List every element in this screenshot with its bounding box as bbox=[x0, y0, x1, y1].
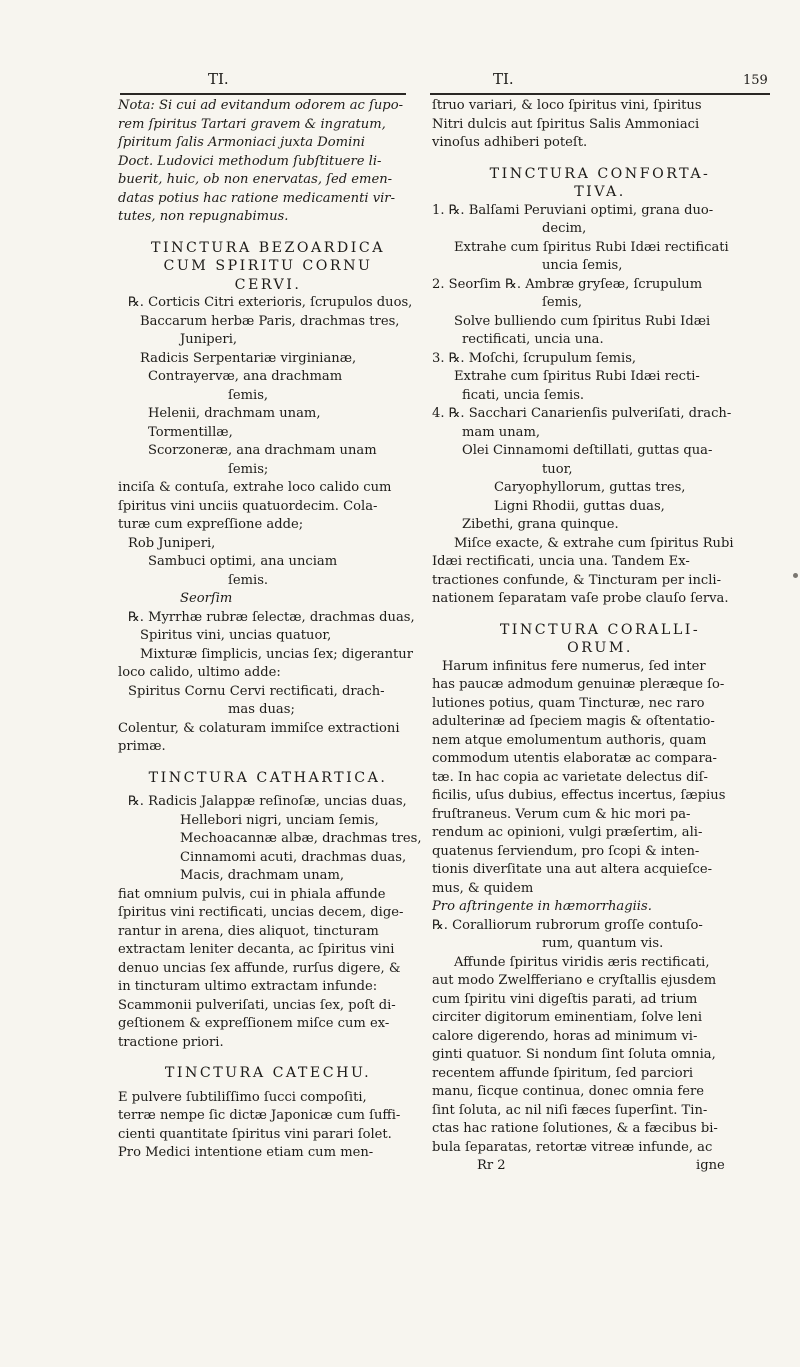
text-line: ℞. Myrrhæ rubræ ſelectæ, drachmas duas, bbox=[128, 609, 415, 625]
text-line: Olei Cinnamomi deſtillati, guttas qua- bbox=[462, 443, 713, 458]
text-line: tractione priori. bbox=[118, 1034, 224, 1050]
section-heading: CERVI. bbox=[234, 276, 302, 293]
text-line: primæ. bbox=[118, 739, 166, 754]
text-line: inciſa & contuſa, extrahe loco calido cum bbox=[118, 480, 392, 495]
text-line: fiat omnium pulvis, cui in phiala affunde bbox=[118, 886, 386, 902]
text-line: circiter digitorum eminentiam, ſolve leni bbox=[432, 1010, 703, 1025]
text-line: quatenus ſerviendum, pro ſcopi & inten- bbox=[432, 843, 700, 859]
section-heading: TINCTURA CORALLI- bbox=[499, 621, 701, 638]
text-line: mas duas; bbox=[228, 702, 295, 717]
spacer bbox=[118, 1052, 418, 1064]
text-line: 2. Seorſim ℞. Ambræ gryſeæ, ſcrupulum bbox=[432, 276, 703, 292]
text-line: buerit, huic, ob non enervatas, ſed emen- bbox=[118, 172, 393, 187]
text-line: 3. ℞. Moſchi, ſcrupulum ſemis, bbox=[432, 350, 637, 366]
text-line: Miſce exacte, & extrahe cum ſpiritus Rubi bbox=[454, 535, 734, 551]
page-footer bbox=[432, 1157, 768, 1176]
page-number: 159 bbox=[743, 73, 768, 88]
text-line: mam unam, bbox=[462, 424, 541, 440]
text-line: Scammonii pulveriſati, uncias ſex, poſt di- bbox=[118, 997, 396, 1013]
text-line: Spiritus vini, uncias quatuor, bbox=[140, 628, 332, 643]
section-heading: TINCTURA CATHARTICA. bbox=[148, 769, 388, 786]
left-column bbox=[118, 97, 422, 1163]
text-line: decim, bbox=[542, 221, 587, 236]
text-line: ſpiritus vini rectificati, uncias decem, dige- bbox=[118, 905, 404, 920]
text-line: recentem affunde ſpiritum, ſed parciori bbox=[432, 1065, 694, 1081]
text-line: Juniperi, bbox=[180, 332, 238, 347]
text-line: Pro aſtringente in hæmorrhagiis. bbox=[432, 899, 652, 914]
running-head-center: TI. bbox=[493, 70, 514, 88]
text-line: ſemis; bbox=[228, 461, 269, 477]
section-heading: TINCTURA BEZOARDICA bbox=[151, 239, 385, 256]
text-line: mus, & quidem bbox=[432, 880, 534, 896]
text-line: ℞. Radicis Jalappæ reſinoſæ, uncias duas, bbox=[128, 794, 407, 809]
text-line: tutes, non repugnabimus. bbox=[118, 209, 289, 224]
text-line: 1. ℞. Balſami Peruviani optimi, grana duo- bbox=[432, 202, 714, 218]
header-rule-right bbox=[430, 93, 770, 95]
text-line: Ligni Rhodii, guttas duas, bbox=[494, 498, 665, 514]
text-line: in tincturam ultimo extractam infunde: bbox=[118, 979, 378, 994]
text-line: ſpiritum ſalis Armoniaci juxta Domini bbox=[118, 135, 365, 150]
text-line: tionis diverſitate una aut altera acquieſce- bbox=[432, 862, 713, 877]
text-line: fruſtraneus. Verum cum & hic mori pa- bbox=[432, 806, 691, 822]
text-line: ficilis, uſus dubius, effectus incertus, ſæpius bbox=[432, 788, 726, 803]
text-line: E pulvere ſubtiliſſimo ſucci compoſiti, bbox=[118, 1089, 367, 1105]
text-line: vinoſus adhiberi poteſt. bbox=[432, 135, 588, 150]
text-line: ſemis, bbox=[228, 387, 269, 403]
text-line: bula ſeparatas, retortæ vitreæ infunde, ac bbox=[432, 1139, 713, 1155]
text-line: rum, quantum vis. bbox=[542, 936, 664, 951]
text-line: ſtruo variari, & loco ſpiritus vini, ſpiritus bbox=[432, 98, 702, 113]
catchword: igne bbox=[696, 1158, 725, 1173]
text-line: ginti quatuor. Si nondum ſint ſoluta omnia, bbox=[432, 1047, 716, 1062]
text-line: Cinnamomi acuti, drachmas duas, bbox=[180, 849, 407, 865]
text-line: ctas hac ratione ſolutiones, & a fæcibus bi- bbox=[432, 1121, 718, 1136]
text-line: tuor, bbox=[542, 461, 573, 477]
text-line: denuo uncias ſex affunde, rurſus digere, & bbox=[118, 960, 401, 976]
text-line: rantur in arena, dies aliquot, tincturam bbox=[118, 923, 379, 939]
text-line: ſemis. bbox=[228, 572, 269, 588]
text-line: rectificati, uncia una. bbox=[462, 332, 604, 347]
text-line: tractiones confunde, & Tincturam per incli- bbox=[432, 572, 722, 588]
text-line: has paucæ admodum genuinæ pleræque ſo- bbox=[432, 677, 725, 692]
section-heading: TIVA. bbox=[574, 184, 626, 200]
text-line: 4. ℞. Sacchari Canarienſis pulveriſati, drach- bbox=[432, 406, 732, 421]
text-line: Sambuci optimi, ana unciam bbox=[148, 554, 338, 569]
text-line: Contrayervæ, ana drachmam bbox=[148, 369, 343, 384]
text-line: ſint ſoluta, ac nil niſi fæces ſuperſint. Tin- bbox=[432, 1102, 708, 1118]
text-line: calore digerendo, horas ad minimum vi- bbox=[432, 1028, 698, 1044]
text-line: turæ cum expreſſione adde; bbox=[118, 517, 304, 532]
running-head-left: TI. bbox=[208, 70, 229, 88]
text-line: ℞. Coralliorum rubrorum groſſe contuſo- bbox=[432, 917, 703, 933]
spacer bbox=[118, 757, 418, 769]
text-line: commodum utentis elaboratæ ac compara- bbox=[432, 751, 717, 766]
text-line: Helenii, drachmam unam, bbox=[148, 406, 321, 421]
spacer bbox=[432, 153, 768, 165]
text-line: Pro Medici intentione etiam cum men- bbox=[118, 1145, 374, 1160]
section-heading: TINCTURA CATECHU. bbox=[164, 1065, 372, 1081]
text-line: uncia ſemis, bbox=[542, 258, 623, 273]
text-line: Baccarum herbæ Paris, drachmas tres, bbox=[140, 313, 400, 329]
text-line: Extrahe cum ſpiritus Rubi Idæi recti- bbox=[454, 369, 700, 384]
text-line: Scorzoneræ, ana drachmam unam bbox=[148, 443, 377, 458]
text-line: extractam leniter decanta, ac ſpiritus vini bbox=[118, 942, 395, 957]
text-line: manu, ſicque continua, donec omnia fere bbox=[432, 1084, 705, 1099]
text-line: Mechoacannæ albæ, drachmas tres, bbox=[180, 831, 422, 846]
text-line: nationem ſeparatam vaſe probe clauſo ſerva. bbox=[432, 591, 729, 606]
text-line: Harum infinitus fere numerus, ſed inter bbox=[442, 658, 706, 674]
text-line: ſemis, bbox=[542, 295, 583, 310]
text-line: ſpiritus vini unciis quatuordecim. Cola- bbox=[118, 498, 378, 514]
text-line: geſtionem & expreſſionem miſce cum ex- bbox=[118, 1016, 390, 1031]
text-line: cienti quantitate ſpiritus vini parari ſolet. bbox=[118, 1126, 392, 1142]
text-line: aut modo Zwelfferiano e cryſtallis ejusdem bbox=[432, 973, 717, 988]
text-line: Spiritus Cornu Cervi rectificati, drach- bbox=[128, 683, 385, 699]
text-line: tæ. In hac copia ac varietate delectus diſ- bbox=[432, 769, 708, 785]
text-line: Caryophyllorum, guttas tres, bbox=[494, 480, 686, 495]
spacer bbox=[432, 609, 768, 621]
text-line: Colentur, & colaturam immiſce extractioni bbox=[118, 720, 400, 736]
text-line: adulterinæ ad ſpeciem magis & oſtentatio- bbox=[432, 714, 715, 729]
text-line: rem ſpiritus Tartari gravem & ingratum, bbox=[118, 116, 386, 132]
spacer bbox=[118, 227, 418, 239]
text-line: Idæi rectificati, uncia una. Tandem Ex- bbox=[432, 554, 690, 569]
text-line: Solve bulliendo cum ſpiritus Rubi Idæi bbox=[454, 313, 711, 329]
text-line: ficati, uncia ſemis. bbox=[462, 387, 585, 403]
text-line: Affunde ſpiritus viridis æris rectificati, bbox=[454, 954, 710, 970]
signature-mark: Rr 2 bbox=[477, 1158, 506, 1173]
text-line: Seorſim bbox=[180, 591, 233, 606]
text-line: Extrahe cum ſpiritus Rubi Idæi rectificati bbox=[454, 239, 729, 255]
text-line: terræ nempe ſic dictæ Japonicæ cum ſuffi- bbox=[118, 1108, 401, 1123]
text-line: Nitri dulcis aut ſpiritus Salis Ammoniaci bbox=[432, 116, 700, 132]
text-line: lutiones potius, quam Tincturæ, nec raro bbox=[432, 695, 705, 711]
text-line: Doct. Ludovici methodum ſubſtituere li- bbox=[118, 153, 382, 169]
margin-mark bbox=[793, 573, 798, 578]
text-line: rendum ac opinioni, vulgi præſertim, ali- bbox=[432, 825, 703, 840]
section-heading: ORUM. bbox=[567, 640, 633, 656]
text-line: Mixturæ ſimplicis, uncias ſex; digerantur bbox=[140, 646, 413, 662]
text-line: Nota: Si cui ad evitandum odorem ac ſupo- bbox=[118, 98, 404, 113]
text-line: datas potius hac ratione medicamenti vir- bbox=[118, 190, 395, 206]
text-line: cum ſpiritu vini digeſtis parati, ad trium bbox=[432, 991, 698, 1007]
section-heading: CUM SPIRITU CORNU bbox=[163, 258, 373, 274]
text-line: loco calido, ultimo adde: bbox=[118, 665, 281, 680]
text-line: ℞. Corticis Citri exterioris, ſcrupulos duos, bbox=[128, 295, 413, 310]
text-line: Macis, drachmam unam, bbox=[180, 868, 345, 883]
text-line: nem atque emolumentum authoris, quam bbox=[432, 732, 707, 748]
section-heading: TINCTURA CONFORTA- bbox=[489, 165, 711, 182]
text-line: Rob Juniperi, bbox=[128, 535, 216, 551]
right-column bbox=[432, 97, 768, 1176]
header-rule-left bbox=[120, 93, 406, 95]
text-line: Zibethi, grana quinque. bbox=[462, 517, 619, 532]
text-line: Tormentillæ, bbox=[148, 424, 233, 440]
text-line: Hellebori nigri, unciam ſemis, bbox=[180, 812, 379, 828]
text-line: Radicis Serpentariæ virginianæ, bbox=[140, 350, 357, 366]
